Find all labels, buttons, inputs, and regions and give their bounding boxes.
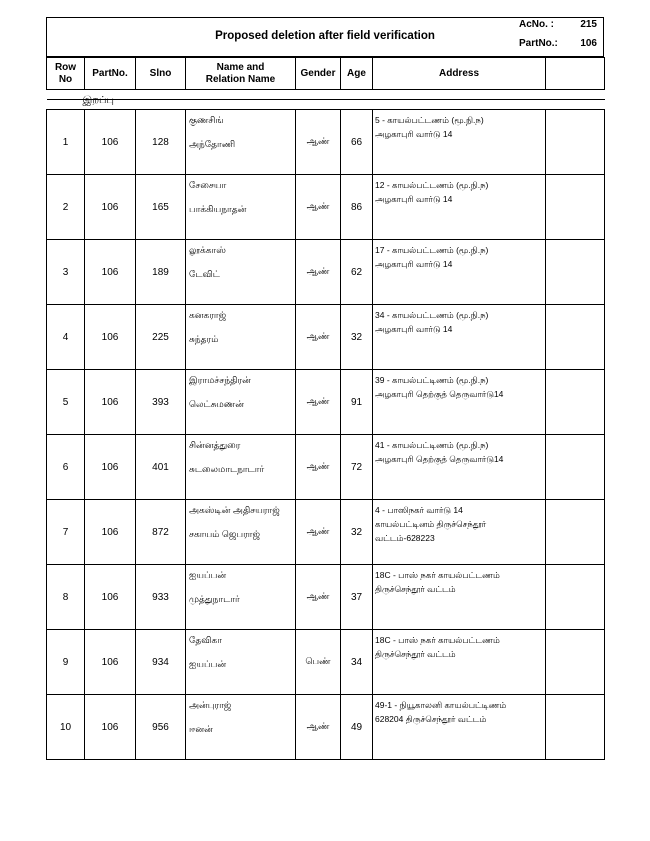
table-row <box>47 110 605 175</box>
group-label: இறப்பு <box>82 95 114 106</box>
relation-name: ஐயப்பன் <box>189 659 227 669</box>
blank-cell <box>546 370 605 435</box>
age-cell: 62 <box>341 240 373 305</box>
gender-cell: பெண் <box>296 630 341 695</box>
col-header-slno: Slno <box>136 58 186 90</box>
slno-cell: 934 <box>136 630 186 695</box>
partno-cell: 106 <box>85 695 136 760</box>
partno-value: 106 <box>580 38 597 49</box>
address-line: 49-1 - நியூகாலனி காயல்பட்டிணம் <box>375 700 507 710</box>
person-name: குணசிங் <box>189 115 224 125</box>
slno-cell: 128 <box>136 110 186 175</box>
relation-name: சுடலைமாடநாடார் <box>189 464 265 474</box>
col-header-name <box>186 58 296 90</box>
address-line: 41 - காயல்பட்டிணம் (மூ.நி.ந) <box>375 440 489 450</box>
table-row <box>47 305 605 370</box>
table-row <box>47 630 605 695</box>
person-name: சின்னத்துரை <box>189 440 241 450</box>
partno-cell: 106 <box>85 435 136 500</box>
relation-name: சகாயம் ஜெபராஜ் <box>189 529 260 539</box>
table-row <box>47 500 605 565</box>
name-cell <box>186 370 296 435</box>
name-cell <box>186 630 296 695</box>
blank-cell <box>546 175 605 240</box>
table-row <box>47 175 605 240</box>
gender-cell: ஆண் <box>296 110 341 175</box>
address-line: 34 - காயல்பட்டணம் (மூ.நி.ந) <box>375 310 489 320</box>
address-line: திருச்செந்தூர் வட்டம் <box>375 649 456 659</box>
slno-cell: 393 <box>136 370 186 435</box>
address-line: 18C - பாஸ் நகர் காயல்பட்டணம் <box>375 635 500 645</box>
age-cell: 49 <box>341 695 373 760</box>
partno-cell: 106 <box>85 305 136 370</box>
relation-name: பாக்கியநாதன் <box>189 204 247 214</box>
acno-label: AcNo. : <box>519 19 554 30</box>
age-cell: 32 <box>341 500 373 565</box>
slno-cell: 401 <box>136 435 186 500</box>
table-row <box>47 565 605 630</box>
person-name: ஐயப்பன் <box>189 570 227 580</box>
blank-cell <box>546 500 605 565</box>
partno-cell: 106 <box>85 110 136 175</box>
age-cell: 72 <box>341 435 373 500</box>
address-line: வட்டம்-628223 <box>375 533 435 543</box>
address-cell <box>373 695 546 760</box>
age-cell: 66 <box>341 110 373 175</box>
relation-name: அந்தோணி <box>189 139 236 149</box>
blank-cell <box>546 695 605 760</box>
partno-label: PartNo.: <box>519 38 558 49</box>
partno-cell: 106 <box>85 500 136 565</box>
address-line: 4 - பாஸிநகர் வார்டு 14 <box>375 505 463 515</box>
address-line: அழகாபுரி தெற்குத் தெருவார்டு14 <box>375 454 504 464</box>
partno-cell: 106 <box>85 565 136 630</box>
row-no-cell: 6 <box>47 435 85 500</box>
address-line: 5 - காயல்பட்டணம் (மூ.நி.ந) <box>375 115 484 125</box>
row-no-cell: 3 <box>47 240 85 305</box>
col-header-partno: PartNo. <box>85 58 136 90</box>
slno-cell: 956 <box>136 695 186 760</box>
acno-field <box>519 19 597 30</box>
slno-cell: 872 <box>136 500 186 565</box>
acno-value: 215 <box>580 19 597 30</box>
address-cell <box>373 175 546 240</box>
address-line: காயல்பட்டினம் திருச்செந்தூர் <box>375 519 487 529</box>
table-row <box>47 435 605 500</box>
report-title: Proposed deletion after field verification <box>215 30 435 42</box>
table-row <box>47 370 605 435</box>
name-cell <box>186 500 296 565</box>
name-cell <box>186 110 296 175</box>
name-cell <box>186 695 296 760</box>
age-cell: 91 <box>341 370 373 435</box>
slno-cell: 933 <box>136 565 186 630</box>
row-no-cell: 9 <box>47 630 85 695</box>
row-no-cell: 8 <box>47 565 85 630</box>
address-cell <box>373 305 546 370</box>
slno-cell: 225 <box>136 305 186 370</box>
partno-cell: 106 <box>85 175 136 240</box>
name-cell <box>186 240 296 305</box>
group-row <box>47 100 605 110</box>
person-name: அன்புராஜ் <box>189 700 232 710</box>
address-cell <box>373 110 546 175</box>
row-no-cell: 4 <box>47 305 85 370</box>
person-name: கனகராஜ் <box>189 310 227 320</box>
address-line: 39 - காயல்பட்டிணம் (மூ.நி.ந) <box>375 375 489 385</box>
address-line: 12 - காயல்பட்டணம் (மூ.நி.ந) <box>375 180 489 190</box>
gender-cell: ஆண் <box>296 370 341 435</box>
gender-cell: ஆண் <box>296 565 341 630</box>
blank-cell <box>546 110 605 175</box>
table-row <box>47 240 605 305</box>
row-no-cell: 7 <box>47 500 85 565</box>
row-no-cell: 1 <box>47 110 85 175</box>
person-name: அகஸ்டின் அதிசயராஜ் <box>189 505 280 515</box>
address-cell <box>373 500 546 565</box>
partno-cell: 106 <box>85 630 136 695</box>
person-name: தேவிகா <box>189 635 222 645</box>
name-cell <box>186 175 296 240</box>
name-cell <box>186 435 296 500</box>
blank-cell <box>546 240 605 305</box>
col-header-age: Age <box>341 58 373 90</box>
blank-cell <box>546 305 605 370</box>
address-line: அழகாபுரி தெற்குத் தெருவார்டு14 <box>375 389 504 399</box>
address-line: 18C - பாஸ் நகர் காயல்பட்டணம் <box>375 570 500 580</box>
person-name: சேசையா <box>189 180 227 190</box>
age-cell: 34 <box>341 630 373 695</box>
col-header-address: Address <box>373 58 546 90</box>
row-no-cell: 5 <box>47 370 85 435</box>
table-header-row <box>47 58 605 90</box>
relation-name: டேவிட் <box>189 269 220 279</box>
address-cell <box>373 565 546 630</box>
address-line: அழகாபுரி வார்டு 14 <box>375 324 453 334</box>
blank-cell <box>546 630 605 695</box>
gender-cell: ஆண் <box>296 435 341 500</box>
address-cell <box>373 370 546 435</box>
gender-cell: ஆண் <box>296 240 341 305</box>
blank-cell <box>546 435 605 500</box>
address-cell <box>373 630 546 695</box>
deletion-sheet <box>46 17 604 760</box>
address-line: அழகாபுரி வார்டு 14 <box>375 129 453 139</box>
relation-name: முத்துநாடார் <box>189 594 240 604</box>
name-cell <box>186 565 296 630</box>
relation-name: ஈனன் <box>189 724 213 734</box>
gender-cell: ஆண் <box>296 175 341 240</box>
row-no-cell: 10 <box>47 695 85 760</box>
col-header-gender: Gender <box>296 58 341 90</box>
gender-cell: ஆண் <box>296 695 341 760</box>
deletion-table <box>46 57 605 760</box>
col-header-name-text: Name and Relation Name <box>205 61 276 85</box>
address-line: அழகாபுரி வார்டு 14 <box>375 259 453 269</box>
age-cell: 86 <box>341 175 373 240</box>
slno-cell: 165 <box>136 175 186 240</box>
gender-cell: ஆண் <box>296 500 341 565</box>
relation-name: சுந்தரம் <box>189 334 219 344</box>
partno-field <box>519 38 597 49</box>
address-line: அழகாபுரி வார்டு 14 <box>375 194 453 204</box>
person-name: இராமச்சந்திரன் <box>189 375 251 385</box>
report-header <box>46 17 604 57</box>
gender-cell: ஆண் <box>296 305 341 370</box>
address-line: திருச்செந்தூர் வட்டம் <box>375 584 456 594</box>
person-name: லூக்காஸ் <box>189 245 226 255</box>
blank-cell <box>546 565 605 630</box>
age-cell: 37 <box>341 565 373 630</box>
slno-cell: 189 <box>136 240 186 305</box>
address-cell <box>373 435 546 500</box>
table-row <box>47 695 605 760</box>
relation-name: லெட்சுமணன் <box>189 399 244 409</box>
row-no-cell: 2 <box>47 175 85 240</box>
col-header-rowno: Row No <box>47 58 85 90</box>
partno-cell: 106 <box>85 370 136 435</box>
partno-cell: 106 <box>85 240 136 305</box>
address-line: 628204 திருச்செந்தூர் வட்டம் <box>375 714 487 724</box>
col-header-blank <box>546 58 605 90</box>
address-line: 17 - காயல்பட்டணம் (மூ.நி.ந) <box>375 245 489 255</box>
name-cell <box>186 305 296 370</box>
address-cell <box>373 240 546 305</box>
age-cell: 32 <box>341 305 373 370</box>
header-spacer-row <box>47 90 605 100</box>
